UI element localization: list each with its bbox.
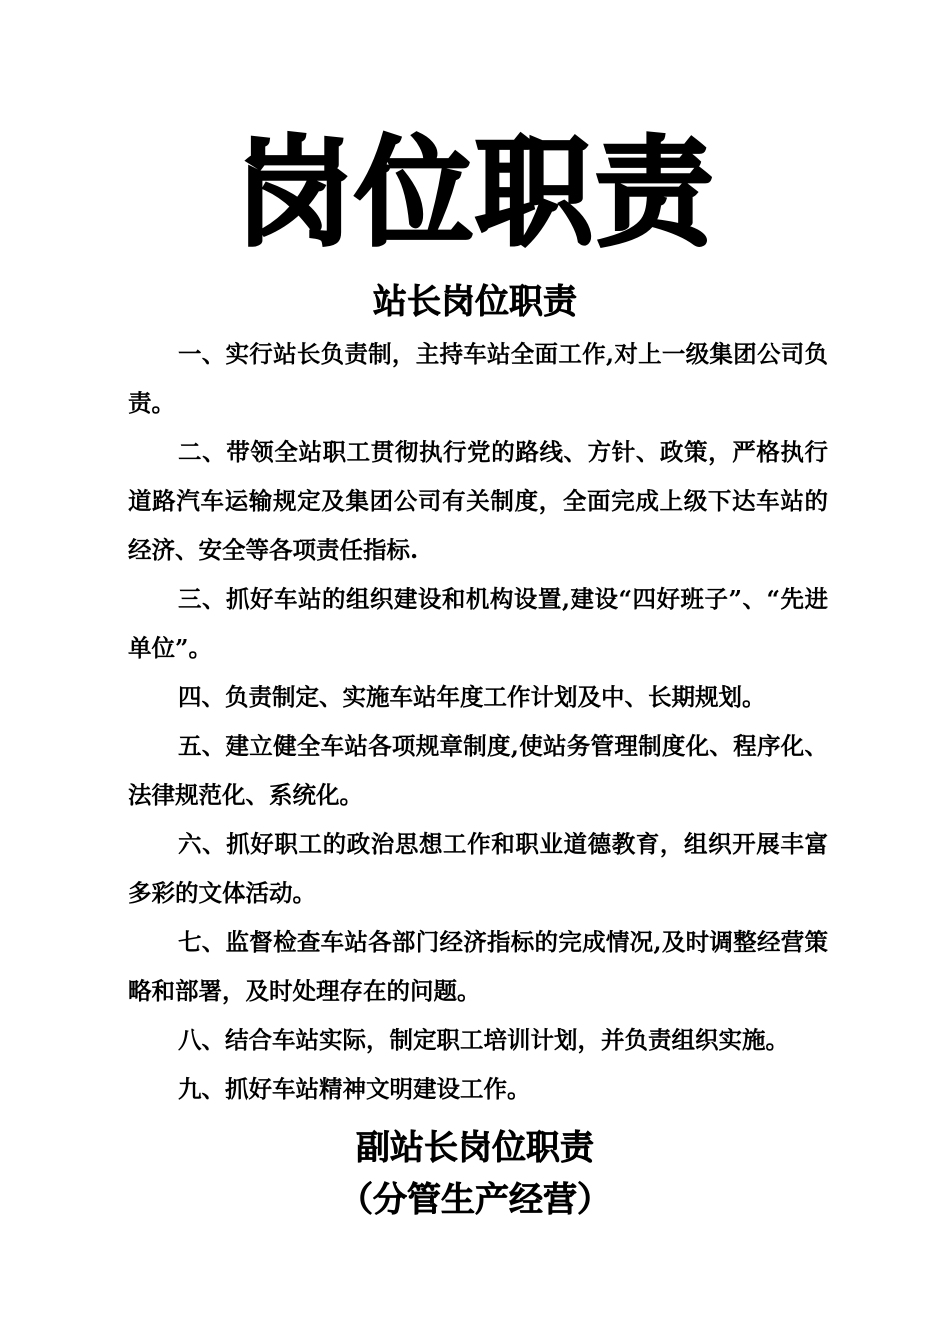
section-heading-deputy-station-master: 副站长岗位职责: [356, 1128, 594, 1168]
duty-item: 八、结合车站实际，制定职工培训计划，并负责组织实施。: [178, 1026, 789, 1054]
duty-item: 七、监督检查车站各部门经济指标的完成情况,及时调整经营策略和部署，及时处理存在的问题。: [128, 928, 828, 1005]
duty-item: 一、实行站长负责制，主持车站全面工作,对上一级集团公司负责。: [128, 340, 828, 417]
duty-item: 五、建立健全车站各项规章制度,使站务管理制度化、程序化、法律规范化、系统化。: [128, 732, 828, 809]
page-title: 岗位职责: [234, 124, 715, 262]
section-heading-station-master: 站长岗位职责: [373, 282, 577, 322]
duty-item: 三、抓好车站的组织建设和机构设置,建设“四好班子”、“先进单位”。: [128, 585, 828, 662]
duty-item: 九、抓好车站精神文明建设工作。: [178, 1075, 531, 1103]
duties-list: [128, 330, 828, 1114]
duty-item: 六、抓好职工的政治思想工作和职业道德教育，组织开展丰富多彩的文体活动。: [128, 830, 828, 907]
duty-item: 四、负责制定、实施车站年度工作计划及中、长期规划。: [178, 683, 766, 711]
duty-item: 二、带领全站职工贯彻执行党的路线、方针、政策，严格执行道路汽车运输规定及集团公司有关制度，全面完成上级下达车站的经济、安全等各项责任指标.: [128, 438, 828, 564]
section-subheading: （分管生产经营）: [339, 1180, 611, 1220]
